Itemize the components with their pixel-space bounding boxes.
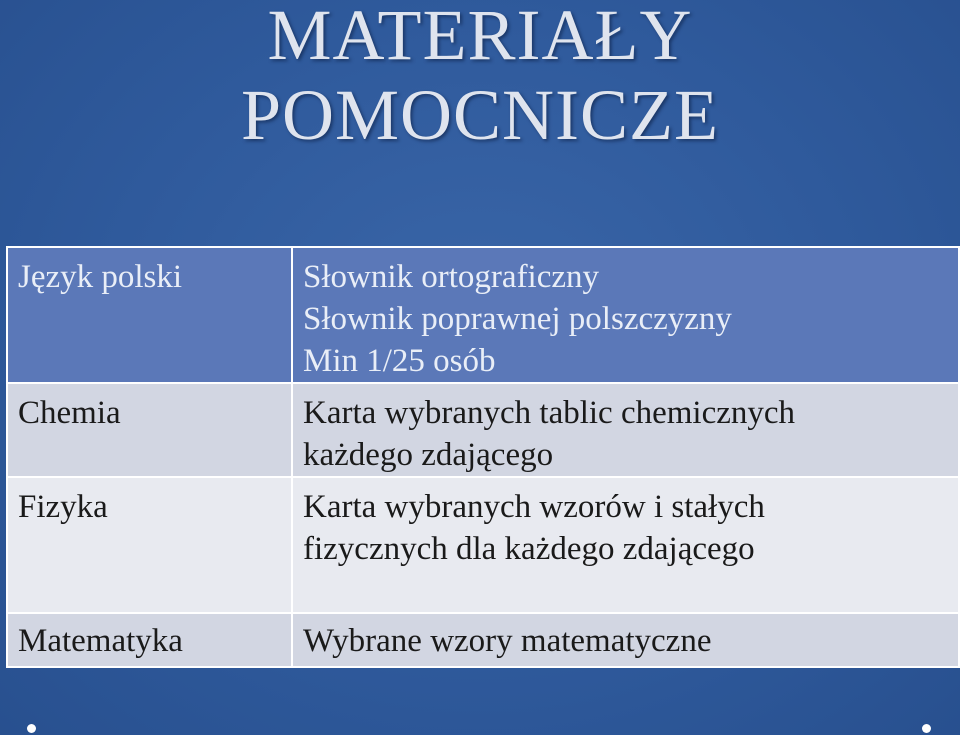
- materials-text: [293, 614, 958, 662]
- slide-title-line-2: POMOCNICZE: [240, 75, 720, 155]
- subject-cell: [7, 477, 292, 613]
- materials-text: [293, 478, 958, 570]
- materials-line: Słownik poprawnej polszczyzny: [303, 301, 732, 337]
- subject-label: Matematyka: [18, 623, 183, 659]
- materials-cell: [292, 383, 959, 477]
- bullet-dot-icon: [27, 724, 36, 733]
- materials-line: Karta wybranych wzorów i stałych: [303, 489, 765, 525]
- table-row: [7, 247, 959, 383]
- materials-text: [293, 248, 958, 382]
- materials-line: fizycznych dla każdego zdającego: [303, 531, 755, 567]
- materials-cell: [292, 613, 959, 667]
- materials-line: Karta wybranych tablic chemicznych: [303, 395, 796, 431]
- subject-cell: [7, 383, 292, 477]
- subject-label: Fizyka: [18, 489, 108, 525]
- materials-line: Wybrane wzory matematyczne: [303, 623, 712, 659]
- materials-cell: [292, 247, 959, 383]
- subject-cell: [7, 613, 292, 667]
- materials-line: Min 1/25 osób: [303, 343, 496, 379]
- materials-cell: [292, 477, 959, 613]
- table-row: [7, 613, 959, 667]
- materials-line: Słownik ortograficzny: [303, 259, 600, 295]
- subject-cell: [7, 247, 292, 383]
- subject-label: Chemia: [18, 395, 121, 431]
- materials-text: [293, 384, 958, 476]
- table-row: [7, 477, 959, 613]
- slide-title-line-1: MATERIAŁY: [267, 0, 693, 75]
- bullet-dot-icon: [922, 724, 931, 733]
- subject-label: Język polski: [18, 259, 183, 295]
- table-row: [7, 383, 959, 477]
- materials-table: [6, 246, 960, 668]
- materials-line: każdego zdającego: [303, 437, 554, 473]
